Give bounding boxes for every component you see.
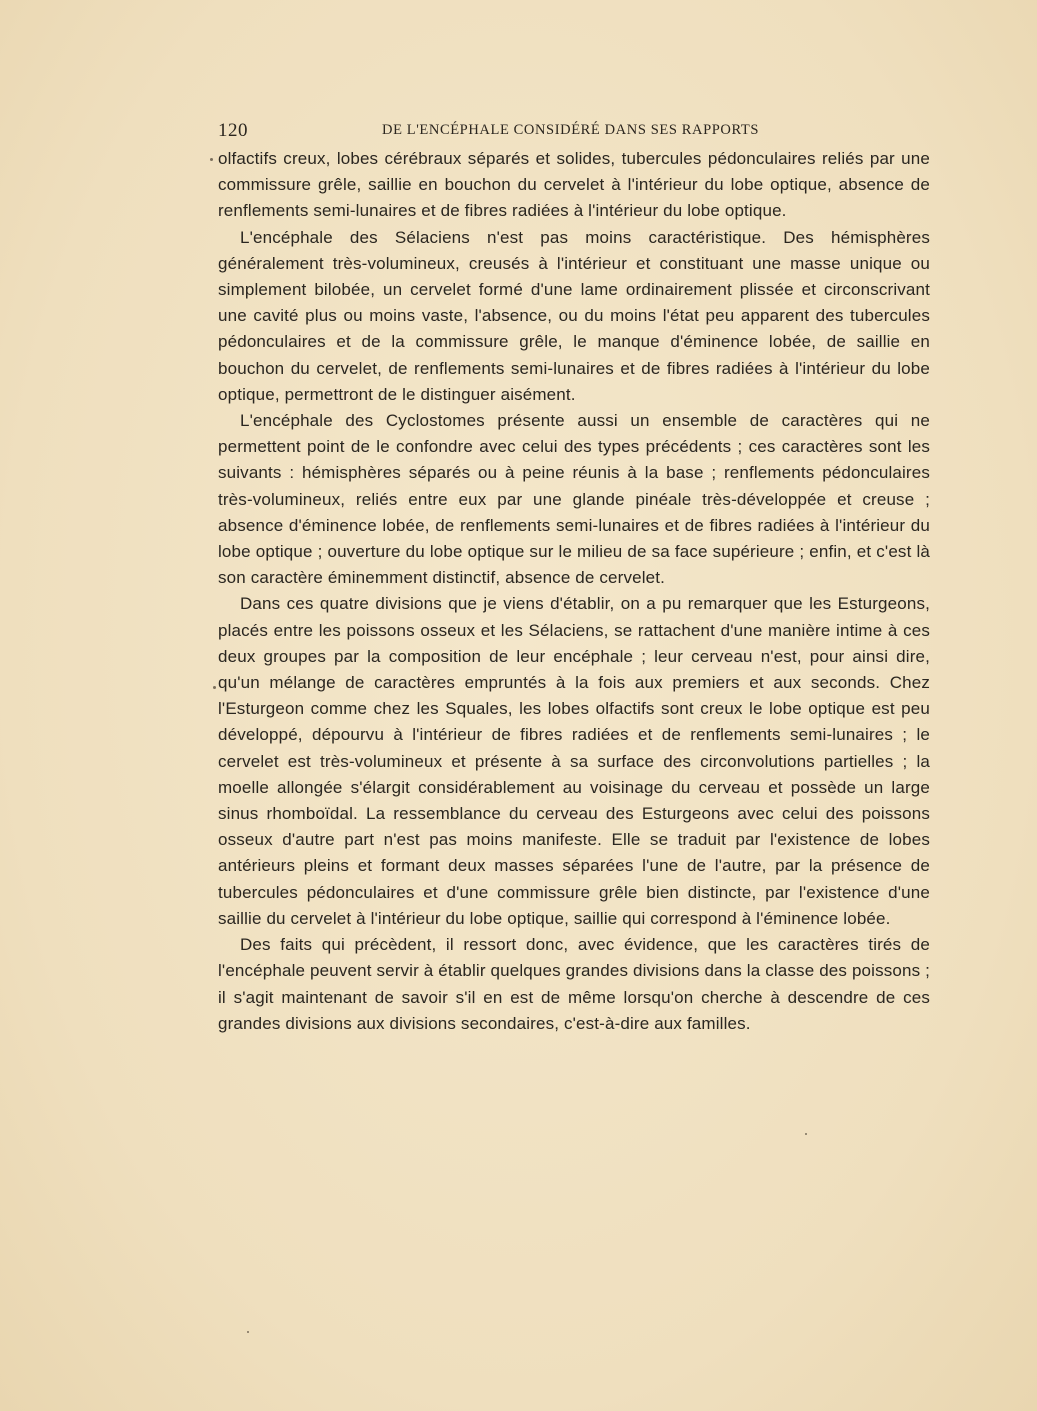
paper-speck xyxy=(247,1331,249,1333)
page-number: 120 xyxy=(218,120,248,141)
body-text xyxy=(218,146,930,1037)
paragraph-esturgeons: Dans ces quatre divisions que je viens d'établir, on a pu remarquer que les Esturgeons, placés entre les poissons osseux et les Sélaciens, se rattachent d'une manière intime à ces deux groupes par la composition de leur encéphale ; leur cerveau n'est, pour ainsi dire, qu'un mélange de caractères empruntés à la fois aux premiers et aux seconds. Chez l'Esturgeon comme chez les Squales, les lobes olfactifs sont creux le lobe optique est peu développé, dépourvu à l'intérieur de fibres radiées et de renflements semi-lunaires ; le cervelet est très-volumineux et présente à sa surface des circonvolutions partielles ; la moelle allongée s'élargit considérablement au voisinage du cerveau et possède un large sinus rhomboïdal. La ressemblance du cerveau des Esturgeons avec celui des poissons osseux d'autre part n'est pas moins manifeste. Elle se traduit par l'existence de lobes antérieurs pleins et formant deux masses séparées l'une de l'autre, par la présence de tubercules pédonculaires et d'une commissure grêle bien distincte, par l'existence d'une saillie du cervelet à l'intérieur du lobe optique, saillie qui correspond à l'éminence lobée. xyxy=(218,594,930,928)
paper-speck xyxy=(210,158,213,161)
paragraph-selaciens: L'encéphale des Sélaciens n'est pas moins caractéristique. Des hémisphères généralement très-volumineux, creusés à l'intérieur et constituant une masse unique ou simplement bilobée, un cervelet formé d'une lame ordinairement plissée et circonscrivant une cavité plus ou moins vaste, l'absence, ou du moins l'état peu apparent des tubercules pédonculaires et de la commissure grêle, le manque d'éminence lobée, de saillie en bouchon du cervelet, de renflements semi-lunaires et de fibres radiées à l'intérieur du lobe optique, permettront de le distinguer aisément. xyxy=(218,227,930,404)
paragraph-continued: olfactifs creux, lobes cérébraux séparés et solides, tubercules pédonculaires reliés par une commissure grêle, saillie en bouchon du cervelet à l'intérieur du lobe optique, absence de renflements semi-lunaires et de fibres radiées à l'intérieur du lobe optique. xyxy=(218,149,930,221)
page-header xyxy=(218,120,930,144)
running-head: DE L'ENCÉPHALE CONSIDÉRÉ DANS SES RAPPORTS xyxy=(382,122,759,138)
paragraph-conclusion: Des faits qui précèdent, il ressort donc, avec évidence, que les caractères tirés de l'encéphale peuvent servir à établir quelques grandes divisions dans la classe des poissons ; il s'agit maintenant de savoir s'il en est de même lorsqu'on cherche à descendre de ces grandes divisions aux divisions secondaires, c'est-à-dire aux familles. xyxy=(218,935,930,1033)
paper-speck xyxy=(805,1133,807,1135)
paper-speck xyxy=(213,686,216,689)
paragraph-cyclostomes: L'encéphale des Cyclostomes présente aussi un ensemble de caractères qui ne permettent point de le confondre avec celui des types précédents ; ces caractères sont les suivants : hémisphères séparés ou à peine réunis à la base ; renflements pédonculaires très-volumineux, reliés entre eux par une glande pinéale très-développée et creuse ; absence d'éminence lobée, de renflements semi-lunaires et de fibres radiées à l'intérieur du lobe optique ; ouverture du lobe optique sur le milieu de sa face supérieure ; enfin, et c'est là son caractère éminemment distinctif, absence de cervelet. xyxy=(218,411,930,588)
